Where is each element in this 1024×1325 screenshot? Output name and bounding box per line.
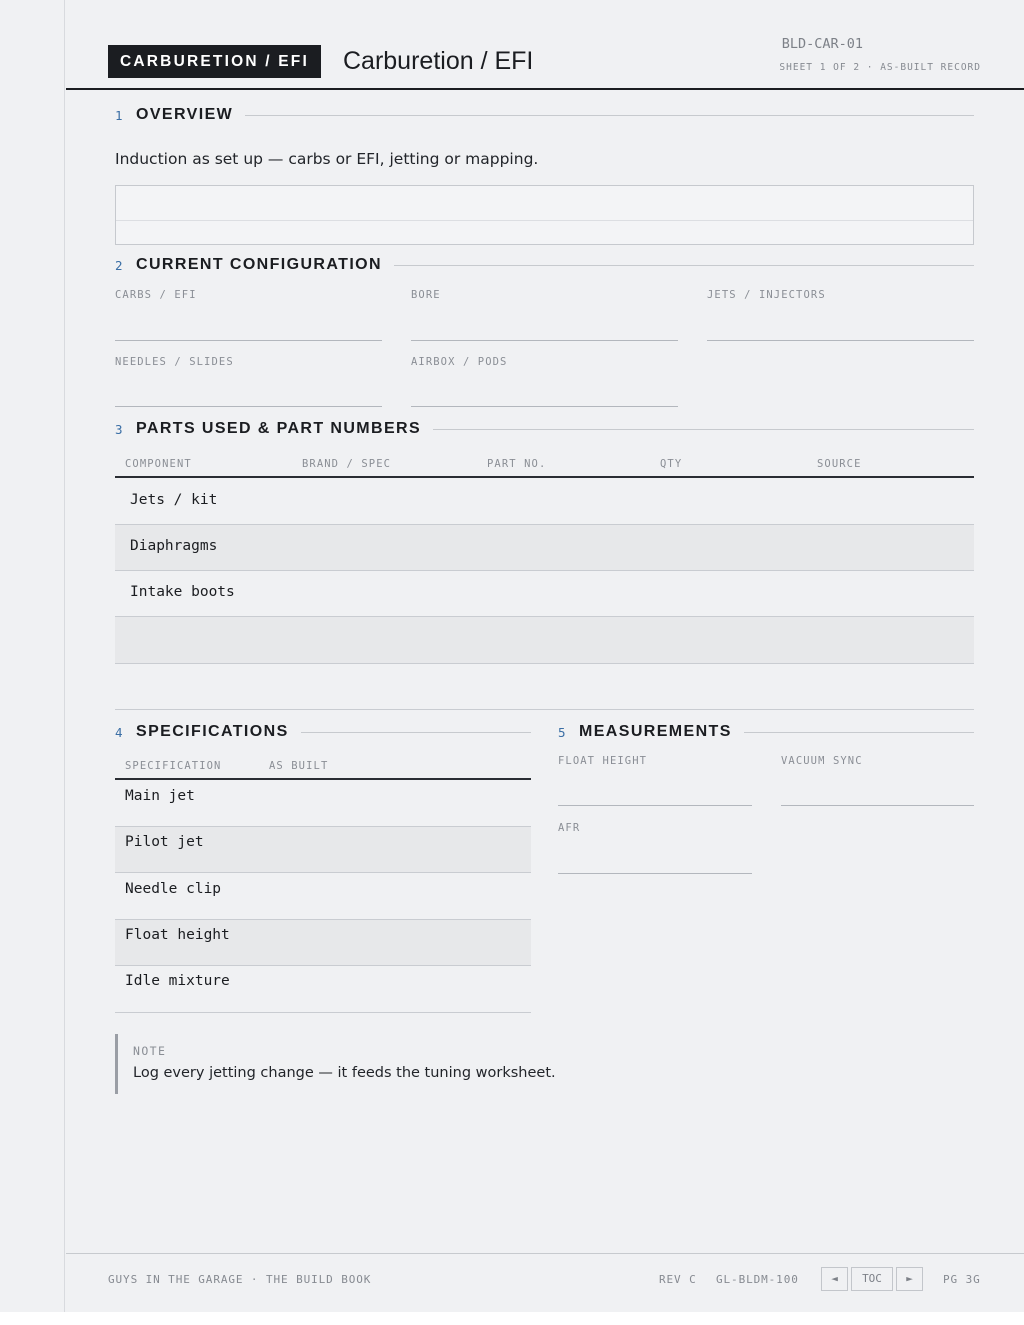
field-needles-slides[interactable]: [115, 406, 382, 407]
sheet-indicator: SHEET 1 OF 2 · AS-BUILT RECORD: [779, 62, 981, 73]
field-vacuum-sync[interactable]: [781, 805, 974, 806]
spec-name: Needle clip: [125, 881, 222, 897]
note-callout: [115, 1034, 556, 1094]
header-rule: [66, 88, 1024, 90]
table-row[interactable]: [115, 571, 974, 617]
field-carbs-efi[interactable]: [115, 340, 382, 341]
field-label-float-height: FLOAT HEIGHT: [558, 755, 648, 767]
column-header-component: COMPONENT: [125, 458, 192, 470]
toc-button[interactable]: TOC: [851, 1267, 893, 1291]
specifications-heading: [115, 723, 531, 741]
note-text: Log every jetting change — it feeds the tuning worksheet.: [133, 1065, 556, 1081]
section-number: 5: [558, 724, 566, 740]
field-bore[interactable]: [411, 340, 678, 341]
overview-lead-text: Induction as set up — carbs or EFI, jetting or mapping.: [115, 150, 539, 168]
note-label: NOTE: [133, 1044, 167, 1058]
field-label-afr: AFR: [558, 822, 581, 834]
spec-row[interactable]: [115, 780, 531, 827]
binding-gutter-line: [64, 0, 65, 1312]
section-title: MEASUREMENTS: [579, 723, 732, 740]
row-component: Jets / kit: [130, 492, 218, 508]
field-airbox-pods[interactable]: [411, 406, 678, 407]
field-label-vacuum-sync: VACUUM SYNC: [781, 755, 863, 767]
field-label-carbs-efi: CARBS / EFI: [115, 289, 197, 301]
table-row[interactable]: [115, 617, 974, 664]
section-rule: [744, 732, 974, 733]
configuration-heading: [115, 256, 974, 274]
field-jets-injectors[interactable]: [707, 340, 974, 341]
overview-notes-field[interactable]: [115, 185, 974, 245]
section-rule: [245, 115, 974, 116]
column-header-as-built: AS BUILT: [269, 760, 329, 772]
section-title: PARTS USED & PART NUMBERS: [136, 420, 422, 437]
field-label-needles-slides: NEEDLES / SLIDES: [115, 356, 234, 368]
field-afr[interactable]: [558, 873, 752, 874]
field-label-jets-injectors: JETS / INJECTORS: [707, 289, 826, 301]
section-chip: CARBURETION / EFI: [108, 45, 321, 78]
field-label-bore: BORE: [411, 289, 441, 301]
spec-name: Pilot jet: [125, 834, 204, 850]
row-component: Diaphragms: [130, 538, 218, 554]
column-header-brand-spec: BRAND / SPEC: [302, 458, 392, 470]
table-row[interactable]: [115, 664, 974, 710]
notes-ruled-line: [116, 220, 973, 221]
section-rule: [301, 732, 531, 733]
section-title: OVERVIEW: [136, 106, 234, 123]
section-title: CURRENT CONFIGURATION: [136, 256, 382, 273]
field-label-airbox-pods: AIRBOX / PODS: [411, 356, 508, 368]
section-title: SPECIFICATIONS: [136, 723, 289, 740]
spec-row[interactable]: [115, 966, 531, 1013]
footer-form-code: GL-BLDM-100: [716, 1273, 799, 1286]
field-float-height[interactable]: [558, 805, 752, 806]
column-header-specification: SPECIFICATION: [125, 760, 222, 772]
spec-name: Idle mixture: [125, 973, 230, 989]
section-number: 3: [115, 421, 123, 437]
parts-heading: [115, 420, 974, 438]
spec-name: Float height: [125, 927, 230, 943]
column-header-qty: QTY: [660, 458, 683, 470]
overview-heading: [115, 106, 974, 124]
spec-row[interactable]: [115, 827, 531, 873]
table-row[interactable]: [115, 525, 974, 571]
column-header-source: SOURCE: [817, 458, 862, 470]
section-number: 1: [115, 107, 123, 123]
page-title: Carburetion / EFI: [343, 47, 534, 75]
footer-revision: REV C: [659, 1273, 697, 1286]
spec-row[interactable]: [115, 873, 531, 920]
table-row[interactable]: [115, 478, 974, 525]
column-header-part-no: PART NO.: [487, 458, 547, 470]
measurements-heading: [558, 723, 974, 741]
section-rule: [433, 429, 974, 430]
document-id: BLD-CAR-01: [781, 36, 863, 52]
section-rule: [394, 265, 974, 266]
footer-rule: [66, 1253, 1024, 1254]
page-number: PG 3G: [943, 1273, 981, 1286]
spec-row[interactable]: [115, 920, 531, 966]
section-number: 2: [115, 257, 123, 273]
section-number: 4: [115, 724, 123, 740]
next-page-button[interactable]: ►: [896, 1267, 923, 1291]
row-component: Intake boots: [130, 584, 235, 600]
footer-book-title: GUYS IN THE GARAGE · THE BUILD BOOK: [108, 1273, 372, 1286]
prev-page-button[interactable]: ◄: [821, 1267, 848, 1291]
spec-name: Main jet: [125, 788, 195, 804]
